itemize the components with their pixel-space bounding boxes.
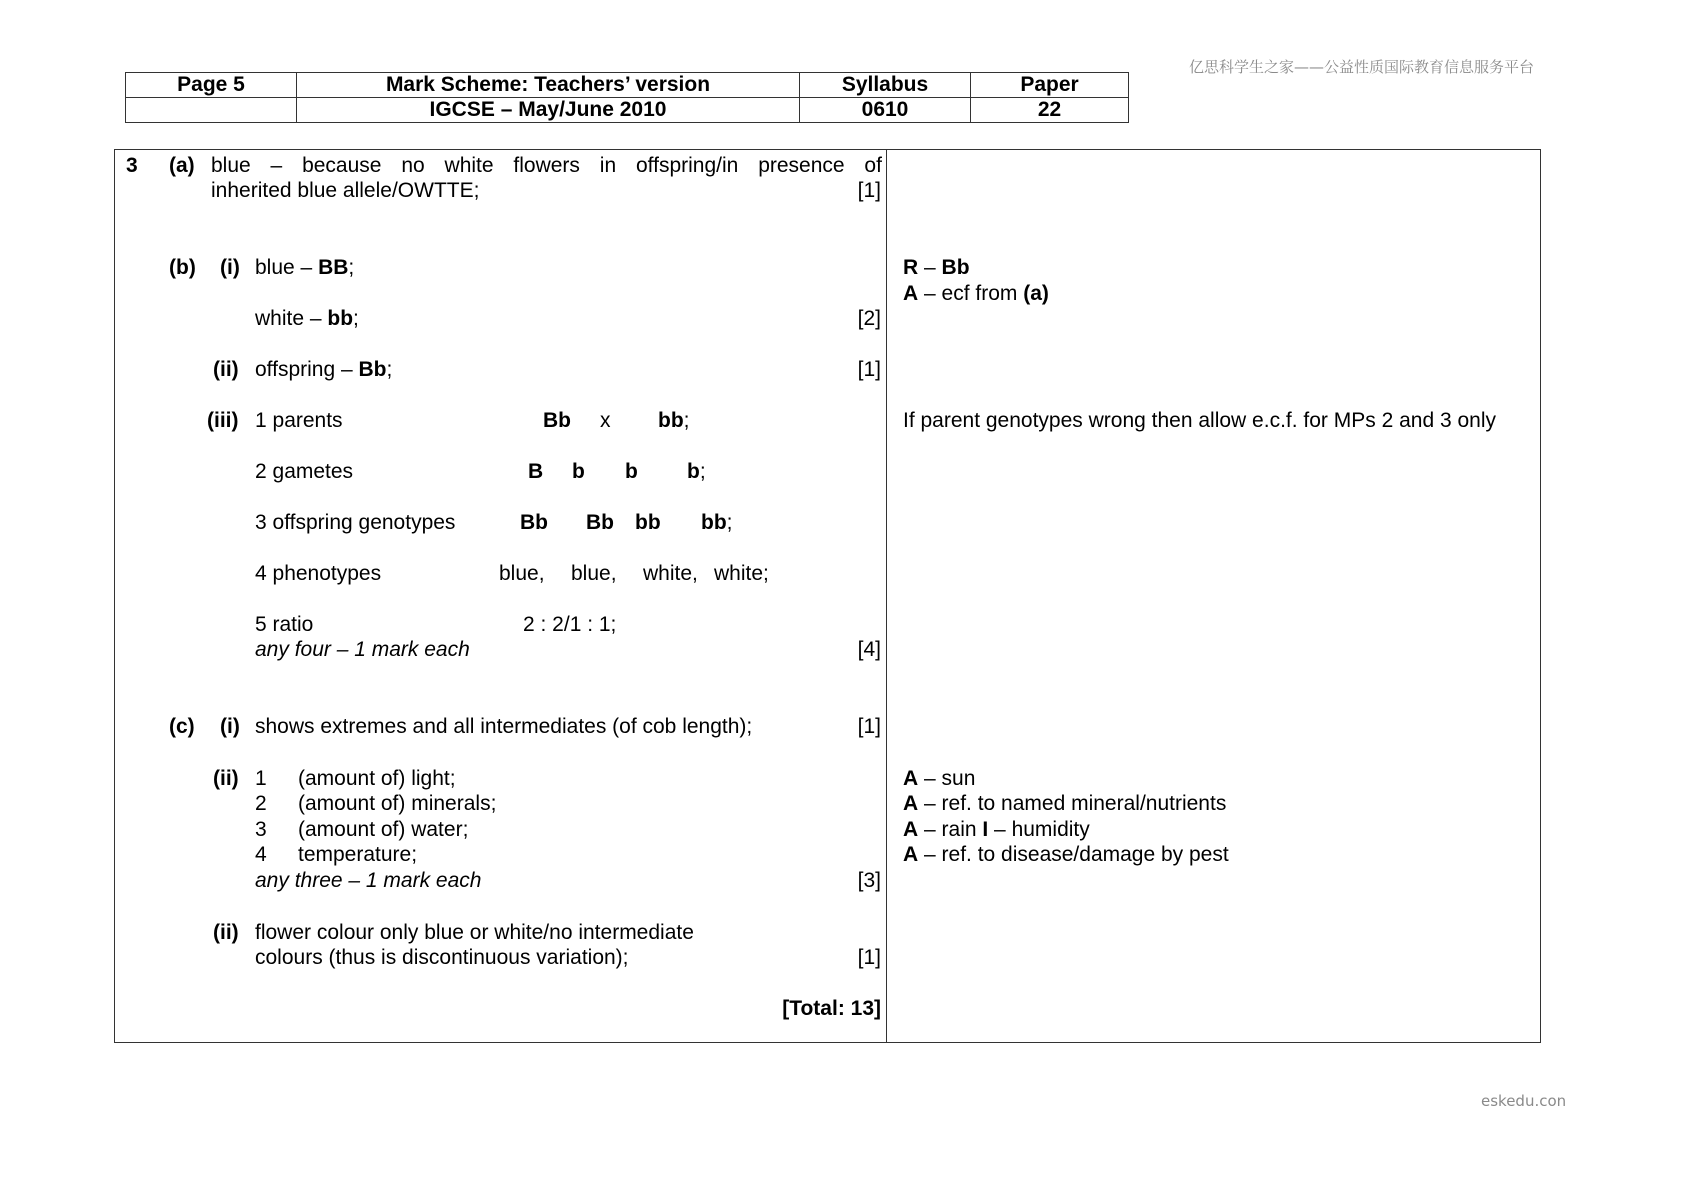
header-syllabus: 0610	[800, 98, 971, 123]
header-table	[125, 72, 1129, 123]
ratio-label: 5 ratio	[255, 613, 314, 636]
offspring-genotype-4: bb;	[701, 511, 733, 534]
part-a-line2: inherited blue allele/OWTTE;	[211, 179, 480, 202]
guidance-cii-note: A – rain I – humidity	[903, 818, 1090, 841]
ratio-value: 2 : 2/1 : 1;	[523, 613, 617, 636]
gamete-1: B	[528, 460, 544, 483]
bii-text: offspring – Bb;	[255, 358, 393, 381]
phenotype-2: blue,	[571, 562, 617, 585]
word: –	[270, 154, 283, 177]
guidance-reject-bb: R – Bb	[903, 256, 970, 279]
part-bi-label: (i)	[220, 256, 240, 279]
part-b-label: (b)	[169, 256, 196, 279]
offspring-genotype-3: bb	[635, 511, 661, 534]
biii-mark: [4]	[857, 638, 881, 661]
ciii-line1: flower colour only blue or white/no intermediate	[255, 921, 694, 944]
cii-any-three: any three – 1 mark each	[255, 869, 482, 892]
mark-scheme-box	[114, 149, 1541, 1043]
header-paper: 22	[971, 98, 1129, 123]
cii-item-text: temperature;	[298, 843, 418, 866]
cii-item-number: 1	[255, 767, 267, 790]
cii-item-text: (amount of) water;	[298, 818, 469, 841]
guidance-cii-note: A – ref. to disease/damage by pest	[903, 843, 1229, 866]
gamete-3: b	[625, 460, 638, 483]
offspring-genotype-2: Bb	[586, 511, 614, 534]
part-biii-label: (iii)	[207, 409, 239, 432]
phenotype-4: white;	[714, 562, 769, 585]
phenotypes-label: 4 phenotypes	[255, 562, 382, 585]
parent-genotype-2: bb;	[658, 409, 690, 432]
ci-text: shows extremes and all intermediates (of cob length);	[255, 715, 753, 738]
parents-label: 1 parents	[255, 409, 343, 432]
watermark-top: 亿思科学生之家——公益性质国际教育信息服务平台	[1189, 58, 1535, 76]
offspring-genotypes-label: 3 offspring genotypes	[255, 511, 456, 534]
cii-item-text: (amount of) minerals;	[298, 792, 497, 815]
part-bii-label: (ii)	[213, 358, 239, 381]
part-a-label: (a)	[169, 154, 195, 177]
biii-any-four: any four – 1 mark each	[255, 638, 470, 661]
part-cii-label: (ii)	[213, 767, 239, 790]
guidance-biii-note: If parent genotypes wrong then allow e.c.f. for MPs 2 and 3 only	[903, 409, 1497, 432]
word: blue	[211, 154, 251, 177]
phenotype-3: white,	[643, 562, 698, 585]
word: in	[599, 154, 617, 177]
cii-item-number: 3	[255, 818, 267, 841]
ciii-line2: colours (thus is discontinuous variation);	[255, 946, 629, 969]
cii-item-number: 2	[255, 792, 267, 815]
phenotype-1: blue,	[499, 562, 545, 585]
header-empty-cell	[126, 98, 297, 123]
total-marks: [Total: 13]	[782, 997, 881, 1020]
column-divider	[886, 149, 887, 1043]
gametes-label: 2 gametes	[255, 460, 354, 483]
cii-mark: [3]	[857, 869, 881, 892]
ci-mark: [1]	[857, 715, 881, 738]
word: presence	[758, 154, 845, 177]
word: offspring/in	[635, 154, 739, 177]
header-syllabus-label: Syllabus	[800, 73, 971, 98]
header-title: Mark Scheme: Teachers’ version	[297, 73, 800, 98]
cii-item-text: (amount of) light;	[298, 767, 456, 790]
word: flowers	[513, 154, 580, 177]
word: white	[444, 154, 494, 177]
question-number: 3	[126, 154, 138, 177]
bi-mark: [2]	[857, 307, 881, 330]
cross-symbol: x	[600, 409, 611, 432]
guidance-accept-ecf: A – ecf from (a)	[903, 282, 1049, 305]
word: because	[302, 154, 382, 177]
bi-blue: blue – BB;	[255, 256, 355, 279]
part-c-label: (c)	[169, 715, 195, 738]
parent-genotype-1: Bb	[543, 409, 571, 432]
offspring-genotype-1: Bb	[520, 511, 548, 534]
part-ci-label: (i)	[220, 715, 240, 738]
word: of	[864, 154, 882, 177]
part-ciii-label: (ii)	[213, 921, 239, 944]
gamete-2: b	[572, 460, 585, 483]
bi-white: white – bb;	[255, 307, 359, 330]
gamete-4: b;	[687, 460, 706, 483]
header-page: Page 5	[126, 73, 297, 98]
word: no	[401, 154, 425, 177]
guidance-cii-note: A – sun	[903, 767, 976, 790]
guidance-cii-note: A – ref. to named mineral/nutrients	[903, 792, 1227, 815]
ciii-mark: [1]	[857, 946, 881, 969]
part-a-mark: [1]	[857, 179, 881, 202]
part-a-line1	[211, 153, 882, 178]
bii-mark: [1]	[857, 358, 881, 381]
header-paper-label: Paper	[971, 73, 1129, 98]
header-exam: IGCSE – May/June 2010	[297, 98, 800, 123]
watermark-bottom: eskedu.con	[1481, 1092, 1567, 1110]
cii-item-number: 4	[255, 843, 267, 866]
